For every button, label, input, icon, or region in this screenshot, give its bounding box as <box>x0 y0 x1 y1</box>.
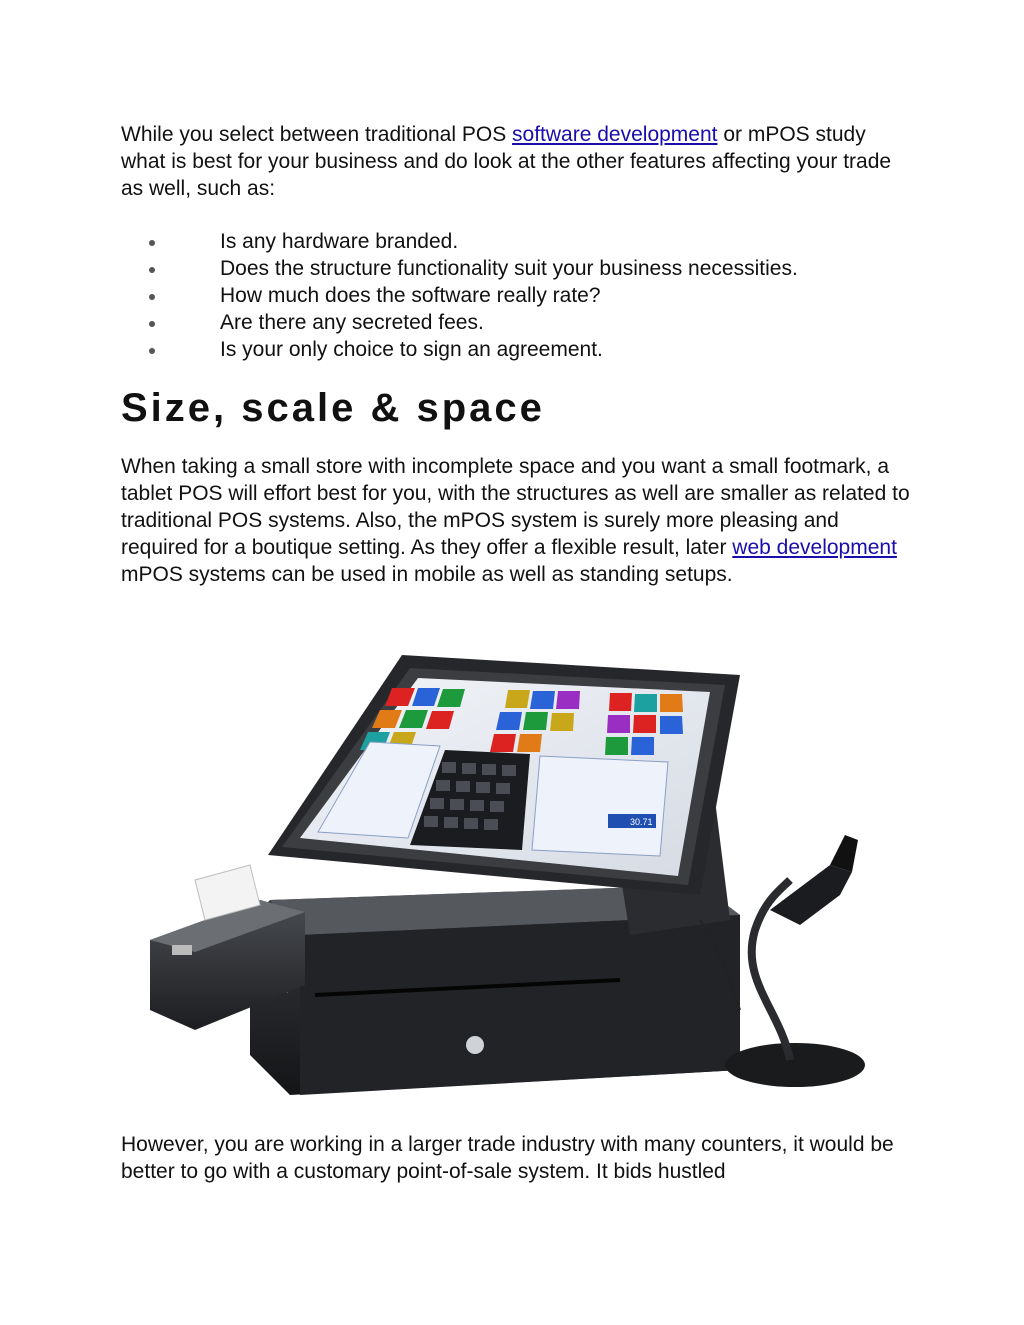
list-item <box>121 228 921 255</box>
list-item-text: Is your only choice to sign an agreement. <box>220 338 603 361</box>
list-item-text: Are there any secreted fees. <box>220 311 484 334</box>
web-development-link[interactable]: web development <box>732 536 897 559</box>
list-item <box>121 336 921 363</box>
software-development-link[interactable]: software development <box>512 123 718 146</box>
feature-bullet-list <box>121 228 921 363</box>
section-heading: Size, scale & space <box>121 386 545 430</box>
list-item-text: How much does the software really rate? <box>220 284 601 307</box>
bullet-icon <box>149 294 155 300</box>
bullet-icon <box>149 321 155 327</box>
bullet-icon <box>149 240 155 246</box>
list-item-text: Is any hardware branded. <box>220 230 459 253</box>
intro-text-start: While you select between traditional POS <box>121 123 513 146</box>
intro-text-end: or mPOS study what is best for your business and do look at the other features affecting your trade as well, such as: <box>121 123 892 200</box>
total-value: 30.71 <box>630 817 653 827</box>
closing-paragraph: However, you are working in a larger trade industry with many counters, it would be better to go with a customary point-of-sale system. It bids hustled <box>121 1133 894 1183</box>
drawer-lock-icon <box>466 1036 484 1054</box>
section-text-end: mPOS systems can be used in mobile as well as standing setups. <box>121 563 733 586</box>
list-item <box>121 309 921 336</box>
bullet-icon <box>149 267 155 273</box>
totals-panel <box>532 756 668 856</box>
section-paragraph <box>121 453 911 588</box>
section-text-start: When taking a small store with incomplete space and you want a small footmark, a tablet POS will effort best for you, with the structures as well are smaller as related to traditional POS systems. Also, the mPOS system is surely more pleasing and required for a boutique setting. As they offer a flexible result, later <box>121 455 910 559</box>
bullet-icon <box>149 348 155 354</box>
pos-system-image <box>140 650 880 1105</box>
list-item <box>121 255 921 282</box>
list-item-text: Does the structure functionality suit your business necessities. <box>220 257 798 280</box>
pos-terminal-illustration <box>140 650 880 1105</box>
touch-monitor <box>268 655 740 895</box>
intro-paragraph <box>121 121 911 202</box>
list-item <box>121 282 921 309</box>
